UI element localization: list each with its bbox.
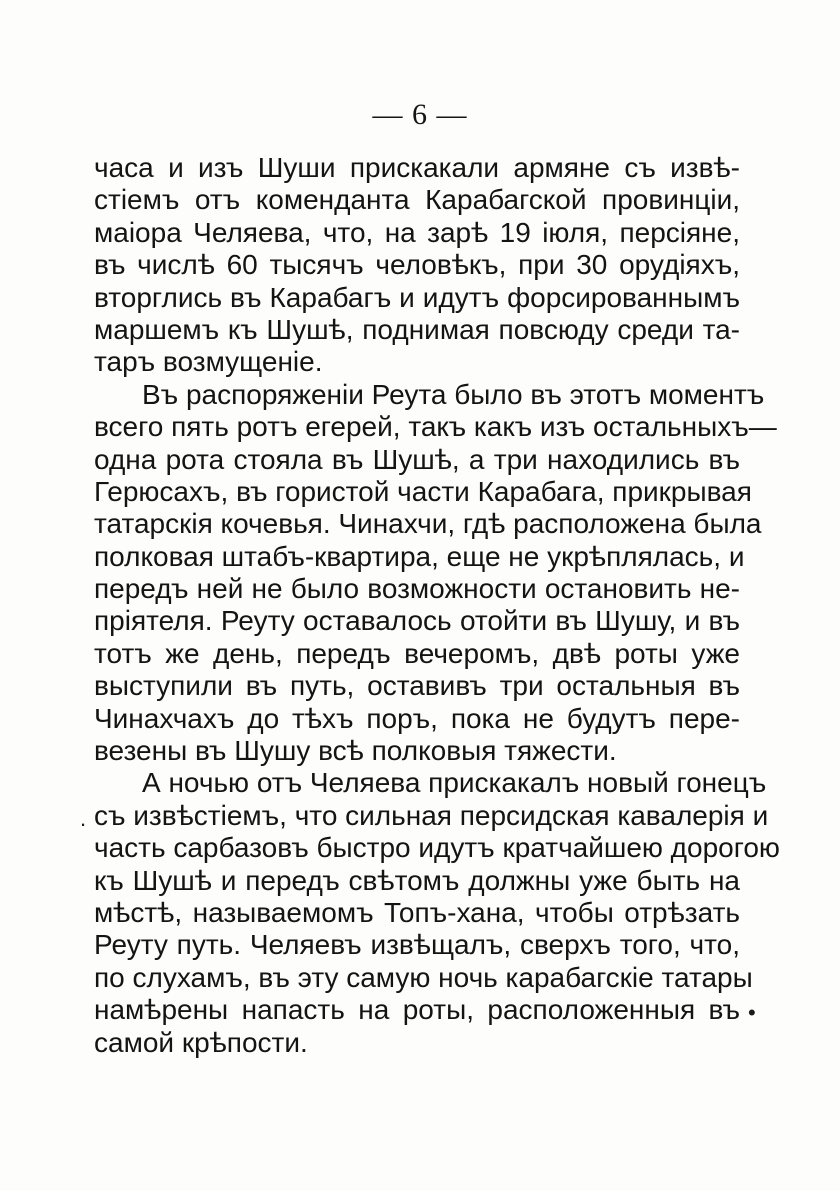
text-line-19: везены въ Шушу всѣ полковыя тяжести.: [94, 735, 617, 767]
text-line-27: намѣрены напасть на роты, расположенныя въ: [94, 994, 740, 1026]
text-line-3: маіора Челяева, что, на зарѣ 19 іюля, персіяне,: [94, 216, 740, 248]
page-number: — 6 —: [372, 98, 468, 131]
text-line-23: къ Шушѣ и передъ свѣтомъ должны уже быть на: [94, 864, 740, 896]
text-line-13: полковая штабъ-квартира, еще не укрѣплялась, и: [94, 540, 745, 572]
text-line-7: таръ возмущеніе.: [94, 346, 323, 378]
text-line-2: стіемъ отъ коменданта Карабагской провинціи,: [94, 184, 740, 216]
text-line-1: часа и изъ Шуши прискакали армяне съ извѣ-: [94, 152, 740, 183]
text-line-21: съ извѣстіемъ, что сильная персидская кавалерія и: [94, 799, 769, 831]
text-line-6: маршемъ къ Шушѣ, поднимая повсюду среди та-: [94, 313, 740, 345]
text-line-24: мѣстѣ, называемомъ Топъ-хана, чтобы отрѣзать: [94, 896, 740, 928]
text-line-26: по слухамъ, въ эту самую ночь карабагскіе татары: [94, 961, 753, 993]
text-line-5: вторглись въ Карабагъ и идутъ форсированнымъ: [94, 281, 740, 313]
margin-mark-left: .: [80, 806, 87, 831]
text-line-25: Реуту путь. Челяевъ извѣщалъ, сверхъ того, что,: [94, 929, 740, 961]
text-line-8: Въ распоряженіи Реута было въ этотъ моментъ: [142, 378, 765, 410]
body-text: [94, 152, 780, 1059]
text-line-28: самой крѣпости.: [94, 1026, 308, 1058]
text-line-10: одна рота стояла въ Шушѣ, а три находились въ: [94, 443, 740, 475]
text-line-11: Герюсахъ, въ гористой части Карабага, прикрывая: [94, 475, 752, 507]
text-line-20: А ночью отъ Челяева прискакалъ новый гонецъ: [142, 767, 767, 799]
text-line-15: пріятеля. Реуту оставалось отойти въ Шушу, и въ: [94, 605, 740, 637]
text-line-17: выступили въ путь, оставивъ три остальныя въ: [94, 670, 740, 702]
text-line-22: часть сарбазовъ быстро идутъ кратчайшею дорогою: [94, 832, 780, 864]
margin-mark-right: •: [748, 1000, 756, 1025]
text-line-4: въ числѣ 60 тысячъ человѣкъ, при 30 орудіяхъ,: [94, 249, 740, 281]
text-line-14: передъ ней не было возможности остановить не-: [94, 573, 740, 605]
text-line-12: татарскія кочевья. Чинахчи, гдѣ расположена была: [94, 508, 762, 540]
text-line-18: Чинахчахъ до тѣхъ поръ, пока не будутъ пере-: [94, 702, 740, 734]
text-line-9: всего пять ротъ егерей, такъ какъ изъ остальныхъ—: [94, 411, 777, 443]
text-line-16: тотъ же день, передъ вечеромъ, двѣ роты уже: [94, 637, 740, 669]
